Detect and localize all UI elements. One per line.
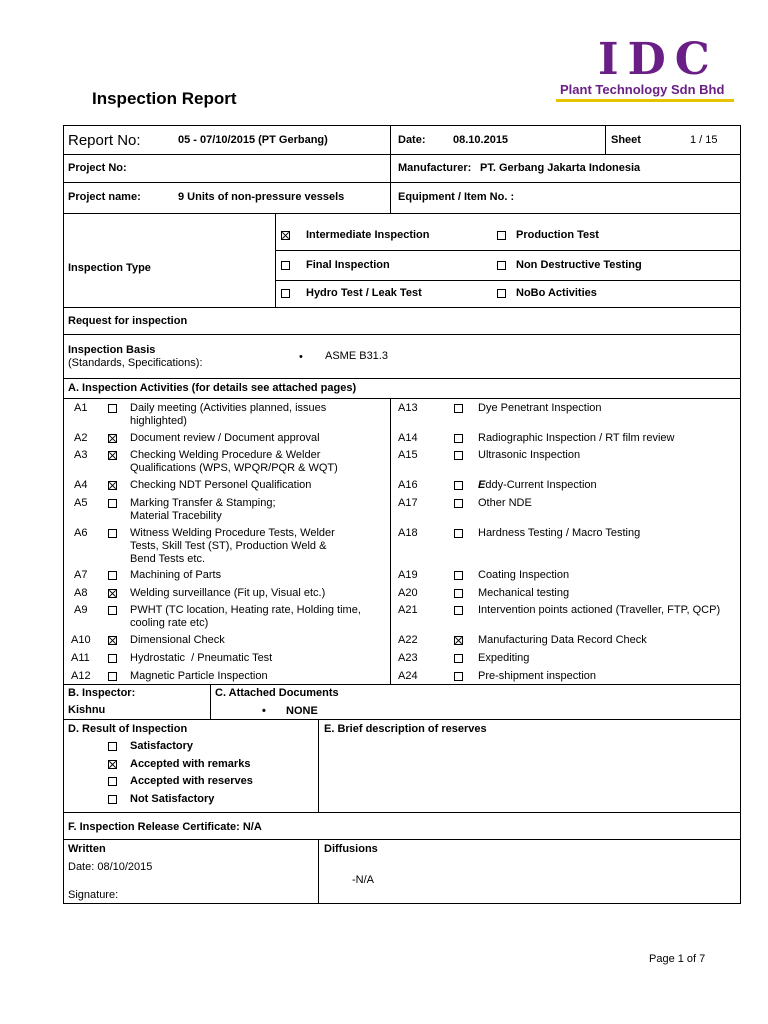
activity-text: Manufacturing Data Record Check [478,634,647,646]
divider [63,182,741,183]
activity-code: A19 [398,569,418,581]
divider [63,334,741,335]
checkbox-a19[interactable] [454,571,463,580]
basis-value: ASME B31.3 [325,350,388,362]
checkbox-a23[interactable] [454,654,463,663]
project-name-value: 9 Units of non-pressure vessels [178,191,345,203]
activity-text: Coating Inspection [478,569,570,581]
checkbox-a8[interactable] [108,589,117,598]
checkbox-a7[interactable] [108,571,117,580]
date-label: Date: [398,134,426,146]
activity-text: Checking NDT Personel Qualification [130,479,312,491]
release-certificate-label: F. Inspection Release Certificate: N/A [68,821,262,833]
diffusions-label: Diffusions [324,843,378,855]
activity-code: A4 [74,479,88,491]
activity-code: A3 [74,449,88,461]
activities-header: A. Inspection Activities (for details see attached pages) [68,382,357,394]
activity-text: Document review / Document approval [130,432,320,444]
written-label: Written [68,843,106,855]
written-date: Date: 08/10/2015 [68,861,153,873]
activity-text: Other NDE [478,497,532,509]
divider [63,154,741,155]
activity-text: Hardness Testing / Macro Testing [478,527,641,539]
activity-text: Daily meeting (Activities planned, issues highlighted) [130,402,327,427]
checkbox-a15[interactable] [454,451,463,460]
option-label: NoBo Activities [516,287,597,299]
result-option: Satisfactory [130,740,193,752]
activity-code: A22 [398,634,418,646]
checkbox-a1[interactable] [108,404,117,413]
activity-text: Pre-shipment inspection [478,670,597,682]
activity-code: A17 [398,497,418,509]
activity-code: A21 [398,604,418,616]
checkbox-a22[interactable] [454,636,463,645]
activity-text: Expediting [478,652,530,664]
activity-text: Marking Transfer & Stamping; Material Tracebility [130,497,276,522]
manufacturer-label: Manufacturer: [398,162,472,174]
reserves-label: E. Brief description of reserves [324,723,487,735]
checkbox-not-satisfactory[interactable] [108,795,117,804]
checkbox-a3[interactable] [108,451,117,460]
activity-code: A24 [398,670,418,682]
activity-code: A14 [398,432,418,444]
checkbox-ndt[interactable] [497,261,506,270]
checkbox-a18[interactable] [454,529,463,538]
inspector-name: Kishnu [68,704,106,716]
checkbox-a21[interactable] [454,606,463,615]
manufacturer-value: PT. Gerbang Jakarta Indonesia [480,162,641,174]
activity-code: A18 [398,527,418,539]
option-label: Final Inspection [306,259,390,271]
checkbox-a10[interactable] [108,636,117,645]
attached-docs-value: NONE [286,705,318,717]
activity-code: A20 [398,587,418,599]
basis-label: Inspection Basis [68,344,156,356]
diffusions-value: -N/A [352,874,374,886]
divider [63,684,741,685]
signature-label: Signature: [68,889,119,901]
divider [63,719,741,720]
option-label: Intermediate Inspection [306,229,430,241]
report-no-label: Report No: [68,132,141,149]
activity-code: A10 [71,634,91,646]
activity-code: A11 [71,652,90,664]
activity-code: A8 [74,587,88,599]
divider [275,213,276,307]
divider [63,839,741,840]
checkbox-production-test[interactable] [497,231,506,240]
divider [63,812,741,813]
activity-text: Machining of Parts [130,569,222,581]
company-logo: IDC [598,34,719,85]
result-label: D. Result of Inspection [68,723,188,735]
divider [275,250,741,251]
checkbox-satisfactory[interactable] [108,742,117,751]
activity-text: Mechanical testing [478,587,570,599]
checkbox-a16[interactable] [454,481,463,490]
bullet: • [262,705,266,717]
checkbox-a5[interactable] [108,499,117,508]
divider [605,125,606,154]
activity-code: A1 [74,402,88,414]
divider [63,213,741,214]
report-no-value: 05 - 07/10/2015 (PT Gerbang) [178,134,328,146]
divider [390,398,391,684]
divider [318,839,319,904]
bullet: • [299,351,303,363]
activity-code: A15 [398,449,418,461]
activity-text: PWHT (TC location, Heating rate, Holding time, cooling rate etc) [130,604,361,629]
date-value: 08.10.2015 [453,134,509,146]
checkbox-a9[interactable] [108,606,117,615]
divider [63,378,741,379]
checkbox-a13[interactable] [454,404,463,413]
divider [390,125,391,213]
divider [63,398,741,399]
activity-text: Radiographic Inspection / RT film review [478,432,675,444]
project-name-label: Project name: [68,191,141,203]
checkbox-a12[interactable] [108,672,117,681]
activity-code: A7 [74,569,88,581]
equipment-label: Equipment / Item No. : [398,191,515,203]
checkbox-a4[interactable] [108,481,117,490]
sheet-label: Sheet [611,134,641,146]
activity-code: A12 [71,670,91,682]
activity-text: Witness Welding Procedure Tests, Welder Tests, Skill Test (ST), Production Weld & Bend Tests etc. [130,527,335,565]
divider [318,719,319,812]
checkbox-a2[interactable] [108,434,117,443]
page-number: Page 1 of 7 [649,953,706,965]
option-label: Non Destructive Testing [516,259,642,271]
divider [210,684,211,719]
checkbox-nobo-activities[interactable] [497,289,506,298]
result-option: Accepted with reserves [130,775,253,787]
activity-code: A13 [398,402,418,414]
checkbox-a20[interactable] [454,589,463,598]
activity-text: Welding surveillance (Fit up, Visual etc.) [130,587,326,599]
checkbox-hydro-test[interactable] [281,289,290,298]
inspector-label: B. Inspector: [68,687,136,699]
activity-text: Ultrasonic Inspection [478,449,581,461]
divider [63,307,741,308]
activity-text: Magnetic Particle Inspection [130,670,268,682]
checkbox-intermediate-inspection[interactable] [281,231,290,240]
activity-text: Hydrostatic / Pneumatic Test [130,652,273,664]
checkbox-a17[interactable] [454,499,463,508]
activity-text: Dimensional Check [130,634,225,646]
divider [275,280,741,281]
sheet-value: 1 / 15 [690,134,718,146]
checkbox-accepted-with-reserves[interactable] [108,777,117,786]
activity-code: A9 [74,604,88,616]
activity-text [478,479,597,492]
activity-code: A16 [398,479,418,491]
logo-underline [556,99,734,102]
project-no-label: Project No: [68,162,127,174]
activity-text-rest: ddy-Current Inspection [485,479,597,491]
activity-text: Intervention points actioned (Traveller, FTP, QCP) [478,604,721,616]
checkbox-a11[interactable] [108,654,117,663]
attached-docs-label: C. Attached Documents [215,687,339,699]
activity-code: A5 [74,497,88,509]
activity-text: Checking Welding Procedure & Welder Qualifications (WPS, WPQR/PQR & WQT) [130,449,338,474]
checkbox-final-inspection[interactable] [281,261,290,270]
activity-code: A2 [74,432,88,444]
inspection-type-label: Inspection Type [68,262,151,274]
activity-code: A6 [74,527,88,539]
page-title: Inspection Report [92,89,237,108]
result-option: Not Satisfactory [130,793,215,805]
result-option: Accepted with remarks [130,758,251,770]
option-label: Hydro Test / Leak Test [306,287,422,299]
activity-code: A23 [398,652,418,664]
request-label: Request for inspection [68,315,188,327]
option-label: Production Test [516,229,599,241]
basis-sublabel: (Standards, Specifications): [68,357,203,369]
checkbox-a24[interactable] [454,672,463,681]
checkbox-a14[interactable] [454,434,463,443]
activity-text-emphasis: E [478,479,486,491]
activity-text: Dye Penetrant Inspection [478,402,602,414]
company-name: Plant Technology Sdn Bhd [560,82,725,97]
checkbox-a6[interactable] [108,529,117,538]
checkbox-accepted-with-remarks[interactable] [108,760,117,769]
